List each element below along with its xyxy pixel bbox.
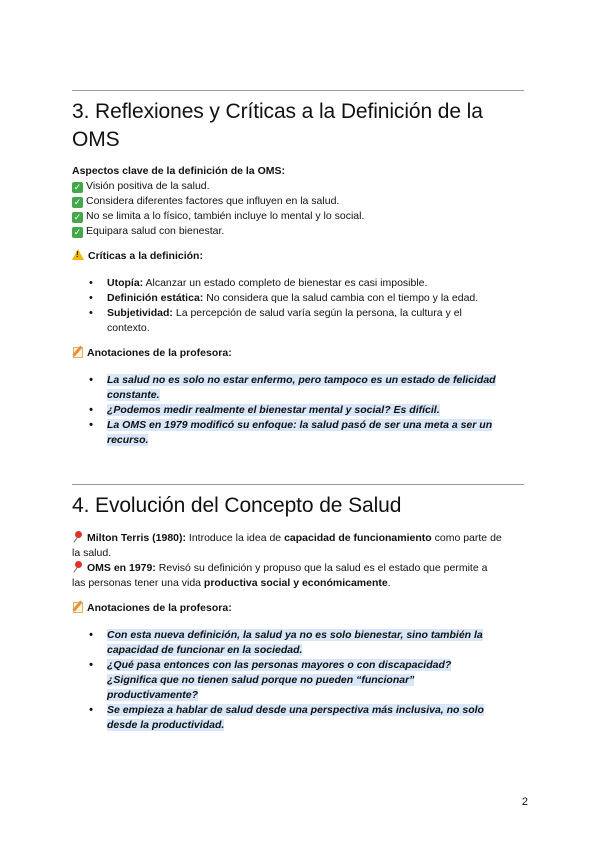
- section-4-title: 4. Evolución del Concepto de Salud: [72, 494, 402, 517]
- terris-paragraph: Milton Terris (1980): Introduce la idea de capacidad de funcionamiento como parte de la salud.: [72, 532, 502, 559]
- critics-list: [72, 276, 528, 336]
- list-item: • ¿Qué pasa entonces con las personas mayores o con discapacidad? ¿Significa que no tienen salud porque no pueden “funcionar” productivamente?: [72, 658, 528, 703]
- section-3-title-line-1: 3. Reflexiones y Críticas a la Definición de la: [72, 100, 483, 123]
- key-item: ✓ Visión positiva de la salud.: [73, 180, 210, 192]
- list-item: • Con esta nueva definición, la salud ya no es solo bienestar, sino también la capacidad de funcionar en la sociedad.: [72, 628, 528, 658]
- check-mark-icon: ✓: [73, 197, 82, 207]
- list-item: • Utopía: Alcanzar un estado completo de bienestar es casi imposible.: [72, 276, 528, 291]
- check-mark-icon: ✓: [73, 182, 82, 192]
- list-item: • Definición estática: No considera que la salud cambia con el tiempo y la edad.: [72, 291, 528, 306]
- key-item: ✓ Considera diferentes factores que influyen en la salud.: [73, 195, 340, 207]
- oms-1979-paragraph: OMS en 1979: Revisó su definición y propuso que la salud es el estado que permite a las personas tener una vida productiva social y económicamente.: [72, 562, 488, 589]
- section-3-title: [72, 98, 524, 154]
- section-divider: [72, 484, 524, 485]
- list-item: • La salud no es solo no estar enfermo, pero tampoco es un estado de felicidad constante.: [72, 373, 528, 403]
- memo-icon: [72, 601, 83, 612]
- check-mark-icon: ✓: [73, 227, 82, 237]
- key-item: ✓ No se limita a lo físico, también incluye lo mental y lo social.: [73, 210, 365, 222]
- key-aspects-heading: Aspectos clave de la definición de la OMS:: [72, 165, 285, 177]
- critics-heading: !Críticas a la definición:: [72, 249, 528, 264]
- section-3-title-line-2: OMS: [72, 128, 120, 151]
- section-divider: [72, 90, 524, 91]
- key-aspects-block: [72, 164, 528, 239]
- teacher-notes-4: [72, 628, 528, 733]
- key-item: ✓ Equipara salud con bienestar.: [73, 225, 225, 237]
- list-item: • ¿Podemos medir realmente el bienestar mental y social? Es difícil.: [72, 403, 528, 418]
- memo-icon: [72, 346, 83, 357]
- notes-heading-3: Anotaciones de la profesora:: [72, 346, 528, 361]
- notes-heading-4: Anotaciones de la profesora:: [72, 601, 528, 616]
- page-number: 2: [521, 796, 528, 808]
- section-4-paragraphs: [72, 531, 528, 591]
- list-item: • Subjetividad: La percepción de salud varía según la persona, la cultura y el contexto.: [72, 306, 528, 336]
- warning-icon: [72, 249, 84, 260]
- critics-block: [72, 249, 528, 264]
- check-mark-icon: ✓: [73, 212, 82, 222]
- teacher-notes-3: [72, 373, 528, 448]
- pin-icon: [72, 531, 83, 542]
- pin-icon: [72, 561, 83, 572]
- list-item: • Se empieza a hablar de salud desde una perspectiva más inclusiva, no solo desde la productividad.: [72, 703, 528, 733]
- list-item: • La OMS en 1979 modificó su enfoque: la salud pasó de ser una meta a ser un recurso.: [72, 418, 528, 448]
